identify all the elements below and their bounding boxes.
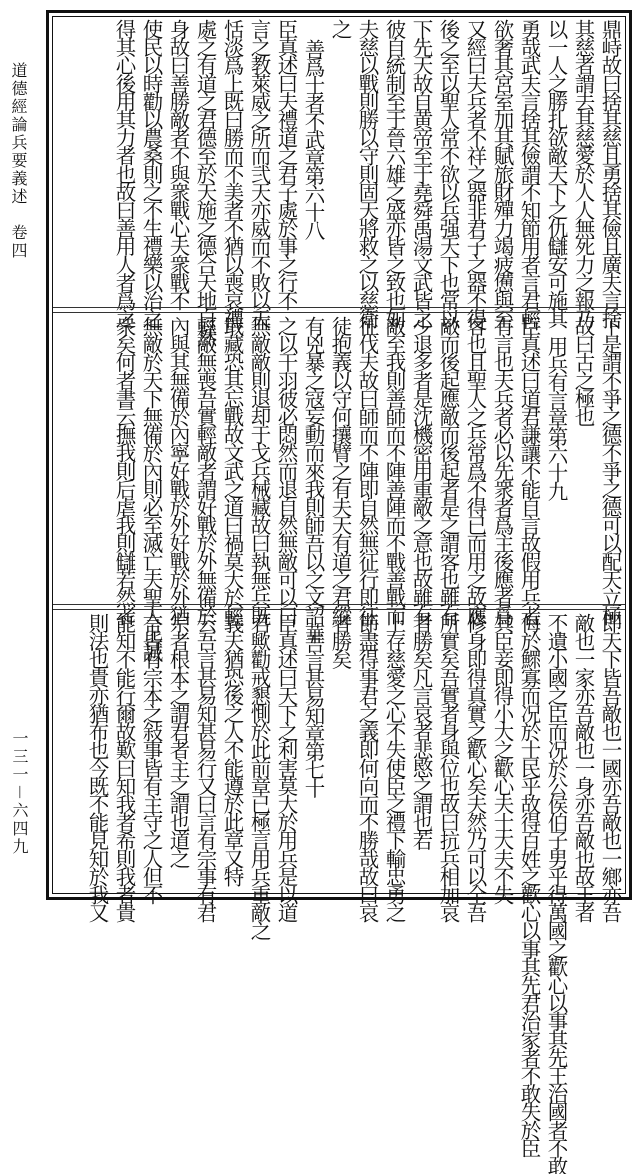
text-column: 無敵於天下無備於內則必至滅亡夫聖人上誠 — [139, 316, 163, 660]
text-column: 者勝矣 — [328, 613, 352, 668]
text-column: 欲奢其宮室加其賦旅財殫力竭疲憊與至 — [490, 19, 514, 327]
text-column: 則法也貴亦猶布也今既不能見知於我又 — [85, 613, 109, 921]
text-column: 身故曰善勝敵者不與衆戰心夫衆戰不 — [166, 19, 190, 309]
text-column: 輕敵無喪吾實輕敵者謂好戰於外無備於 — [193, 316, 217, 624]
text-column: 下先天故自黄帝至于堯舜禹湯文武皆之 — [409, 19, 433, 327]
text-column: 修身即得真實之歡心矣夫然乃可以全吾 — [463, 613, 487, 921]
text-column: 使民以時勸以農桑則之不生禮樂以治之 — [139, 19, 163, 327]
chapter-heading: 用兵有言章第六十九 — [544, 336, 568, 499]
text-column: 少退多者是沈機密用重敵之意也故雖有 — [409, 316, 433, 624]
text-column: 以一人之勝扎欲敵天下之仇讎安可施其 — [544, 19, 568, 327]
text-column: 彼自統制至于晉六雄之盛亦皆之致也如 — [382, 19, 406, 327]
text-column: 征伐夫故曰師而不陣即自然無征行即征 — [355, 316, 379, 624]
text-column: 其慈者謂去其慈愛於人人無死力之報乃 — [571, 19, 595, 327]
text-column: 後之至以聖人常不欲以兵强天下也常以 — [436, 19, 460, 327]
text-column: 云吾言甚易知甚易行又曰言有宗事有君 — [193, 613, 217, 921]
text-column: 即天下皆吾敵也一國亦吾敵也一鄉亦吾 — [598, 613, 622, 921]
text-column: 無敵敵則退却于戈兵械藏故曰執無兵既 — [247, 316, 271, 624]
text-column: 勇哉武夫言捨其儉謂不知節用者言君輕 — [517, 19, 541, 327]
chapter-heading: 吾言甚易知章第七十 — [301, 633, 325, 796]
page-number: 一三一－六四九 — [10, 730, 29, 857]
text-column: 不遺小國之臣而况於公侯伯子男乎得萬國之歡心以事其先王治國者不敢 — [544, 613, 568, 1174]
text-column: 下是謂不爭之德不爭之德可以配天立極 — [598, 316, 622, 624]
text-column: 能知不能行爾故歎曰知我者希則我者貴 — [112, 613, 136, 921]
text-column: 鼎峙故曰捨其慈且勇捨其儉且廣夫言捨 — [598, 19, 622, 327]
text-column: 侮於鰥寡而况於士民乎故得百姓之歡心以事其先君治家者不敢失於臣 — [517, 613, 541, 1157]
text-column: 得其心後用其力者也故曰善用人者爲之 — [112, 19, 136, 327]
text-column: 敵而後起應敵而後起者是之謂客也雖有 — [436, 316, 460, 624]
text-column: 臣真述曰夫禮道之君子處於事之行不 — [274, 19, 298, 309]
text-column: 恬淡爲上既曰勝而不美者不猶以喪哀禮 — [220, 19, 244, 327]
text-column: 之以干羽彼必悶然而退自然無敵可以曰 — [274, 316, 298, 624]
text-column: 衆矣何者書云撫我則后虐我則讎若然者 — [112, 316, 136, 624]
text-column: 言之教萊威之所而弐天亦威而不敗以天 — [247, 19, 271, 327]
text-column: 處之有道之君德至於天施之德合天地自然 — [193, 19, 217, 345]
text-register-bottom — [55, 613, 623, 1174]
text-column: 義夫猶恐後之人不能遵於此章又特 — [220, 613, 244, 885]
text-column: 臣真述曰道君謙讓不能自言故假用兵者 — [517, 316, 541, 624]
text-column: 言皆有宗本之敍事皆有主守之人但不 — [139, 613, 163, 903]
text-column: 戢藏恐其忘戰故文武之道曰禍莫大於輕 — [220, 316, 244, 624]
outer-margin — [0, 0, 44, 910]
text-column: 客也且聖人之兵常爲不得已而用之故應 — [463, 316, 487, 624]
text-column: 臣真述曰天下之利害莫大於用兵是以道 — [274, 613, 298, 921]
page-frame — [46, 10, 632, 1174]
text-column: 宗者根本之謂君者主之謂也道之 — [166, 613, 190, 867]
register-divider — [53, 307, 625, 313]
text-column: 上存慈愛之心不失使臣之禮下輸忠勇之 — [382, 613, 406, 921]
text-column: 又經曰夫兵者不祥之器非君子之器不得 — [463, 19, 487, 327]
text-column: 敵也一家亦吾敵也一身亦吾敵也故王者 — [571, 613, 595, 921]
text-column: 有兇暴之寇妄動而來我則師吾以之文詔華 — [301, 316, 325, 642]
text-column: 其臣妾即得小大之歡心夫士大夫不失 — [490, 613, 514, 903]
text-column: 有言也夫兵者必以先衆者爲主後應者爲 — [490, 316, 514, 624]
register-divider — [53, 604, 625, 610]
text-column: 節盡得事君之義即何向而不勝哉故曰哀 — [355, 613, 379, 921]
text-column: 徒抱義以守何攘臂之有夫天有道之君縱 — [328, 316, 352, 624]
text-column: 君歟勸戒懇惻於此前章已極言用兵重敵之 — [247, 613, 271, 939]
text-column: 所實矣吾實者身與位也故曰抗兵相加哀 — [436, 613, 460, 921]
text-column: 敵至我則善師而不陣善陣而不戰善戰而 — [382, 316, 406, 624]
text-register-top — [55, 19, 623, 345]
text-column: 之 — [328, 19, 352, 38]
text-column: 者勝矣凡言哀者悲愍之謂也若 — [409, 613, 433, 849]
text-column: 故曰古之極也 — [571, 316, 595, 425]
text-column: 夫慈以戰則勝以守則固天將救之以慈衛 — [355, 19, 379, 327]
book-title: 道德經論兵要義述 卷四 — [9, 62, 28, 260]
chapter-heading: 善爲士者不武章第六十八 — [301, 39, 325, 239]
text-column: 內與其無備於內寧好戰於外好戰於外猶 — [166, 316, 190, 624]
